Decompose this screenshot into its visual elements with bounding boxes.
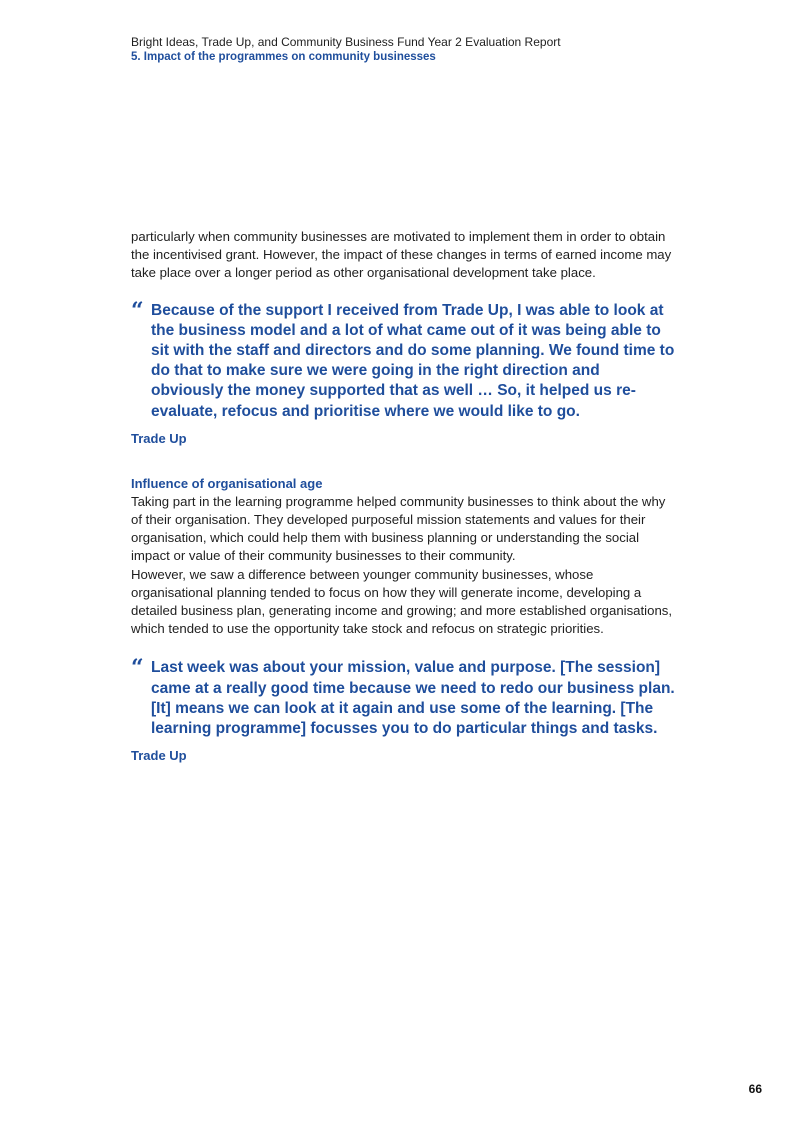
report-title: Bright Ideas, Trade Up, and Community Business Fund Year 2 Evaluation Report [131,35,561,49]
page-content [131,228,676,765]
body-paragraph: Taking part in the learning programme helped community businesses to think about the why of their organisation. They developed purposeful mission statements and values for their organisation, which could help them with business planning or understanding the social impact or value of their community businesses to their community. [131,493,666,564]
quote-mark-icon: “ [131,655,144,682]
section-title: 5. Impact of the programmes on community businesses [131,51,436,63]
intro-paragraph: particularly when community businesses are motivated to implement them in order to obtain the incentivised grant. However, the impact of these changes in terms of earned income may take place over a longer period as other organisational development take place. [131,229,672,281]
subheading: Influence of organisational age [131,475,323,491]
pull-quote-2 [131,655,676,739]
quote-attribution: Trade Up [131,430,187,446]
quote-mark-icon: “ [131,297,144,324]
quote-attribution: Trade Up [131,748,187,764]
running-header [131,35,751,65]
quote-text: Last week was about your mission, value and purpose. [The session] came at a really good time because we need to redo our business plan. [It] means we can look at it again and use some of the learning. [The learning programme] focusses you to do particular things and tasks. [151,659,675,738]
body-paragraph: However, we saw a difference between younger community businesses, whose organisational planning tended to focus on how they will generate income, developing a detailed business plan, generating income and growing; and more established organisations, which tended to use the opportunity take stock and refocus on strategic priorities. [131,566,673,637]
pull-quote-1 [131,297,676,422]
quote-text: Because of the support I received from Trade Up, I was able to look at the business model and a lot of what came out of it was being able to sit with the staff and directors and do some planning. We found time to do that to make sure we were going in the right direction and obviously the money supported that as well … So, it helped us re-evaluate, refocus and prioritise where we would like to go. [151,301,675,420]
page-number: 66 [748,1082,762,1096]
